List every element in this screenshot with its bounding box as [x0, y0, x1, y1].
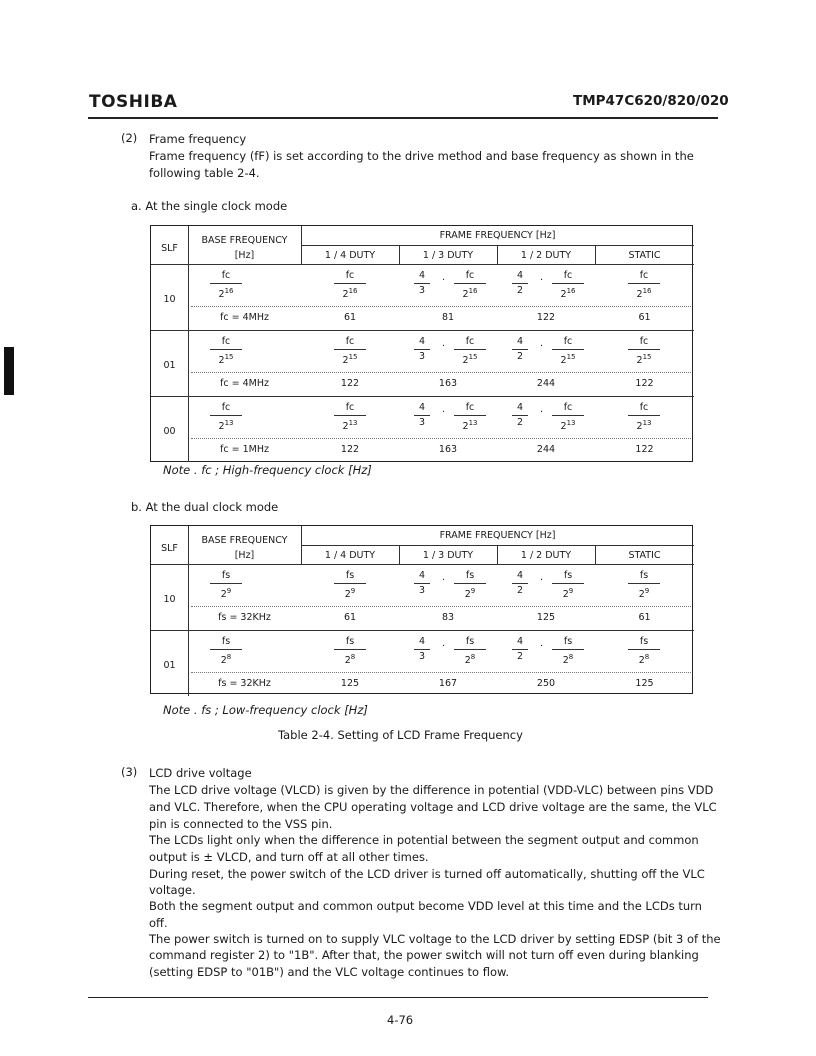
- denominator: $2^{15}$: [462, 353, 478, 367]
- multiply-dot: ·: [442, 407, 446, 418]
- exponent: 13: [348, 419, 358, 427]
- clock-condition: fc = 4MHz: [220, 378, 269, 389]
- numerator: fs: [639, 570, 649, 581]
- numerator: fc: [639, 336, 649, 347]
- numerator: 4: [418, 636, 426, 647]
- fraction-bar: [552, 649, 584, 650]
- dotted-divider: [191, 306, 691, 307]
- fraction: [440, 402, 500, 433]
- fraction: [320, 402, 380, 433]
- multiply-dot: ·: [442, 575, 446, 586]
- numerator: fc: [345, 402, 355, 413]
- fraction-bar: [454, 349, 486, 350]
- fraction: [320, 336, 380, 367]
- slf-value: 00: [163, 426, 176, 437]
- exponent: 15: [224, 353, 234, 361]
- numerator: fc: [639, 402, 649, 413]
- fraction: [440, 270, 500, 301]
- fraction: [408, 636, 436, 663]
- fraction: [538, 270, 598, 301]
- fraction-bar: [628, 415, 660, 416]
- duty-header: 1 / 4 DUTY: [324, 250, 376, 261]
- duty-header: 1 / 4 DUTY: [324, 550, 376, 561]
- fraction-bar: [512, 583, 528, 584]
- denominator: $2^9$: [562, 587, 574, 601]
- frequency-value: 122: [340, 444, 360, 455]
- denominator: $2^8$: [464, 653, 476, 667]
- denominator: $2^8$: [638, 653, 650, 667]
- fraction-bar: [210, 415, 242, 416]
- fraction-bar: [512, 349, 528, 350]
- denominator: 2: [516, 585, 524, 596]
- multiply-dot: ·: [442, 341, 446, 352]
- section-number: (3): [121, 765, 138, 779]
- numerator: 4: [516, 570, 524, 581]
- fraction: [196, 336, 256, 367]
- section-marker: [4, 347, 14, 395]
- fraction-bar: [628, 283, 660, 284]
- fraction: [320, 570, 380, 601]
- grid-line: [151, 564, 694, 565]
- fraction: [408, 336, 436, 363]
- multiply-dot: ·: [540, 275, 544, 286]
- fraction-bar: [628, 649, 660, 650]
- table-note: Note . fs ; Low-frequency clock [Hz]: [163, 703, 368, 717]
- table-heading: a. At the single clock mode: [131, 199, 288, 213]
- fraction-bar: [454, 583, 486, 584]
- multiply-dot: ·: [442, 641, 446, 652]
- header-rule: [88, 117, 718, 119]
- exponent: 8: [226, 653, 232, 661]
- fraction: [196, 636, 256, 667]
- fraction-bar: [210, 349, 242, 350]
- frequency-value: 163: [438, 444, 458, 455]
- multiply-dot: ·: [540, 341, 544, 352]
- page-number: 4-76: [387, 1013, 414, 1027]
- fraction-bar: [414, 583, 430, 584]
- fraction-bar: [210, 283, 242, 284]
- duty-header: 1 / 3 DUTY: [422, 550, 474, 561]
- denominator: $2^{15}$: [342, 353, 358, 367]
- fraction: [506, 570, 534, 597]
- numerator: 4: [418, 270, 426, 281]
- numerator: fc: [345, 336, 355, 347]
- denominator: $2^{15}$: [218, 353, 234, 367]
- grid-line: [497, 545, 498, 564]
- duty-header: 1 / 2 DUTY: [520, 250, 572, 261]
- body-text: pin is connected to the VSS pin.: [149, 817, 333, 831]
- denominator: $2^8$: [562, 653, 574, 667]
- fraction: [440, 336, 500, 367]
- fraction-bar: [512, 649, 528, 650]
- exponent: 8: [470, 653, 476, 661]
- frame-frequency-table-single: [150, 225, 693, 462]
- denominator: $2^{16}$: [560, 287, 576, 301]
- exponent: 8: [644, 653, 650, 661]
- grid-line: [188, 526, 189, 564]
- section-title: Frame frequency: [149, 132, 247, 146]
- denominator: $2^9$: [344, 587, 356, 601]
- numerator: 4: [516, 336, 524, 347]
- slf-value: 10: [163, 294, 176, 305]
- clock-condition: fs = 32KHz: [218, 612, 271, 623]
- body-text: Frame frequency (fF) is set according to the drive method and base frequency as shown in the: [149, 149, 694, 163]
- denominator: 2: [516, 351, 524, 362]
- exponent: 15: [468, 353, 478, 361]
- fraction-bar: [454, 283, 486, 284]
- frequency-value: 122: [635, 378, 654, 389]
- exponent: 16: [566, 287, 576, 295]
- fraction: [538, 402, 598, 433]
- fraction-bar: [454, 415, 486, 416]
- fraction-bar: [628, 349, 660, 350]
- frequency-value: 122: [635, 444, 654, 455]
- slf-header: SLF: [161, 543, 178, 554]
- denominator: $2^9$: [464, 587, 476, 601]
- section-title: LCD drive voltage: [149, 766, 252, 780]
- duty-header: STATIC: [628, 550, 661, 561]
- fraction: [538, 336, 598, 367]
- body-text: command register 2) to "1B". After that, the power switch will not turn off even during blanking: [149, 948, 699, 962]
- frequency-value: 122: [340, 378, 360, 389]
- fraction: [408, 402, 436, 429]
- fraction-bar: [552, 283, 584, 284]
- numerator: fc: [221, 336, 231, 347]
- denominator: $2^{15}$: [636, 353, 652, 367]
- fraction-bar: [334, 649, 366, 650]
- frame-frequency-header: FRAME FREQUENCY [Hz]: [439, 230, 556, 241]
- brand-logo: TOSHIBA: [89, 92, 178, 112]
- numerator: 4: [516, 636, 524, 647]
- frequency-value: 163: [438, 378, 458, 389]
- denominator: $2^{13}$: [462, 419, 478, 433]
- base-frequency-header: BASE FREQUENCY: [201, 535, 288, 546]
- grid-line: [595, 245, 596, 264]
- body-text: off.: [149, 916, 168, 930]
- numerator: fc: [465, 402, 475, 413]
- dotted-divider: [191, 606, 691, 607]
- frequency-value: 61: [638, 612, 651, 623]
- fraction-bar: [414, 649, 430, 650]
- exponent: 9: [350, 587, 356, 595]
- clock-condition: fs = 32KHz: [218, 678, 271, 689]
- fraction-bar: [210, 649, 242, 650]
- denominator: $2^{13}$: [636, 419, 652, 433]
- numerator: fc: [465, 336, 475, 347]
- numerator: fs: [345, 636, 355, 647]
- frequency-value: 83: [441, 612, 455, 623]
- table-heading: b. At the dual clock mode: [131, 500, 279, 514]
- fraction-bar: [512, 415, 528, 416]
- grid-line: [151, 264, 694, 265]
- frequency-value: 81: [441, 312, 455, 323]
- frame-frequency-table-dual: [150, 525, 693, 694]
- body-text: Both the segment output and common output become VDD level at this time and the LCDs turn: [149, 899, 702, 913]
- denominator: $2^8$: [344, 653, 356, 667]
- fraction: [614, 570, 674, 601]
- model-number: TMP47C620/820/020: [573, 93, 729, 109]
- dotted-divider: [191, 438, 691, 439]
- numerator: fc: [465, 270, 475, 281]
- fraction: [614, 636, 674, 667]
- fraction: [408, 270, 436, 297]
- fraction-bar: [628, 583, 660, 584]
- numerator: fs: [221, 570, 231, 581]
- fraction-bar: [512, 283, 528, 284]
- frequency-value: 125: [340, 678, 360, 689]
- exponent: 9: [644, 587, 650, 595]
- exponent: 9: [226, 587, 232, 595]
- fraction: [506, 270, 534, 297]
- denominator: $2^{13}$: [218, 419, 234, 433]
- clock-condition: fc = 4MHz: [220, 312, 269, 323]
- fraction-bar: [334, 283, 366, 284]
- duty-header: 1 / 2 DUTY: [520, 550, 572, 561]
- numerator: fc: [639, 270, 649, 281]
- denominator: 2: [516, 285, 524, 296]
- frequency-value: 244: [536, 444, 556, 455]
- numerator: 4: [516, 270, 524, 281]
- slf-header: SLF: [161, 243, 178, 254]
- exponent: 15: [348, 353, 358, 361]
- exponent: 13: [468, 419, 478, 427]
- exponent: 13: [642, 419, 652, 427]
- dotted-divider: [191, 672, 691, 673]
- fraction: [196, 402, 256, 433]
- duty-header: 1 / 3 DUTY: [422, 250, 474, 261]
- numerator: fc: [345, 270, 355, 281]
- fraction: [538, 636, 598, 667]
- numerator: fs: [563, 636, 573, 647]
- multiply-dot: ·: [442, 275, 446, 286]
- fraction: [614, 270, 674, 301]
- exponent: 13: [224, 419, 234, 427]
- denominator: 3: [418, 417, 426, 428]
- grid-line: [497, 245, 498, 264]
- exponent: 13: [566, 419, 576, 427]
- numerator: 4: [418, 402, 426, 413]
- exponent: 16: [468, 287, 478, 295]
- numerator: 4: [418, 336, 426, 347]
- fraction: [408, 570, 436, 597]
- body-text: output is ± VLCD, and turn off at all other times.: [149, 850, 429, 864]
- numerator: fs: [639, 636, 649, 647]
- fraction-bar: [334, 415, 366, 416]
- fraction: [196, 570, 256, 601]
- frequency-value: 125: [536, 612, 556, 623]
- exponent: 15: [566, 353, 576, 361]
- frequency-value: 61: [638, 312, 651, 323]
- denominator: 3: [418, 285, 426, 296]
- frequency-value: 125: [635, 678, 654, 689]
- denominator: 3: [418, 585, 426, 596]
- denominator: $2^9$: [220, 587, 232, 601]
- body-text: following table 2-4.: [149, 166, 260, 180]
- denominator: $2^9$: [638, 587, 650, 601]
- exponent: 9: [470, 587, 476, 595]
- base-frequency-unit: [Hz]: [234, 250, 255, 261]
- multiply-dot: ·: [540, 407, 544, 418]
- numerator: fs: [221, 636, 231, 647]
- exponent: 16: [642, 287, 652, 295]
- body-text: The LCD drive voltage (VLCD) is given by the difference in potential (VDD-VLC) between pins VDD: [149, 783, 714, 797]
- denominator: 3: [418, 351, 426, 362]
- slf-value: 10: [163, 594, 176, 605]
- body-text: The power switch is turned on to supply VLC voltage to the LCD driver by setting EDSP (bit 3 of the: [149, 932, 721, 946]
- numerator: fs: [465, 570, 475, 581]
- body-text: and VLC. Therefore, when the CPU operating voltage and LCD drive voltage are the same, the VLC: [149, 800, 717, 814]
- exponent: 16: [348, 287, 358, 295]
- multiply-dot: ·: [540, 641, 544, 652]
- row-divider: [151, 396, 694, 397]
- fraction-bar: [552, 349, 584, 350]
- exponent: 16: [224, 287, 234, 295]
- denominator: $2^{16}$: [218, 287, 234, 301]
- denominator: $2^8$: [220, 653, 232, 667]
- fraction: [440, 636, 500, 667]
- body-text: The LCDs light only when the difference in potential between the segment output and common: [149, 833, 699, 847]
- exponent: 8: [350, 653, 356, 661]
- numerator: fs: [465, 636, 475, 647]
- numerator: fc: [221, 270, 231, 281]
- base-frequency-unit: [Hz]: [234, 550, 255, 561]
- denominator: 3: [418, 651, 426, 662]
- exponent: 8: [568, 653, 574, 661]
- fraction: [440, 570, 500, 601]
- table-note: Note . fc ; High-frequency clock [Hz]: [163, 463, 372, 477]
- fraction: [614, 402, 674, 433]
- exponent: 9: [568, 587, 574, 595]
- footer-rule: [88, 997, 708, 998]
- dotted-divider: [191, 372, 691, 373]
- fraction-bar: [552, 583, 584, 584]
- fraction: [538, 570, 598, 601]
- body-text: voltage.: [149, 883, 196, 897]
- fraction: [320, 270, 380, 301]
- frequency-value: 61: [343, 612, 357, 623]
- denominator: $2^{16}$: [462, 287, 478, 301]
- denominator: $2^{13}$: [342, 419, 358, 433]
- fraction: [320, 636, 380, 667]
- denominator: $2^{15}$: [560, 353, 576, 367]
- frequency-value: 61: [343, 312, 357, 323]
- fraction-bar: [454, 649, 486, 650]
- frequency-value: 167: [438, 678, 458, 689]
- row-divider: [151, 330, 694, 331]
- numerator: fs: [345, 570, 355, 581]
- base-frequency-header: BASE FREQUENCY: [201, 235, 288, 246]
- frame-frequency-header: FRAME FREQUENCY [Hz]: [439, 530, 556, 541]
- numerator: fc: [563, 270, 573, 281]
- frequency-value: 250: [536, 678, 556, 689]
- fraction-bar: [334, 349, 366, 350]
- fraction-bar: [552, 415, 584, 416]
- frequency-value: 244: [536, 378, 556, 389]
- fraction-bar: [210, 583, 242, 584]
- numerator: fs: [563, 570, 573, 581]
- fraction-bar: [414, 349, 430, 350]
- numerator: 4: [516, 402, 524, 413]
- denominator: 2: [516, 417, 524, 428]
- slf-value: 01: [163, 660, 176, 671]
- numerator: fc: [563, 402, 573, 413]
- numerator: 4: [418, 570, 426, 581]
- numerator: fc: [563, 336, 573, 347]
- fraction: [196, 270, 256, 301]
- exponent: 15: [642, 353, 652, 361]
- frequency-value: 122: [536, 312, 556, 323]
- grid-line: [399, 545, 400, 564]
- fraction: [506, 402, 534, 429]
- denominator: 2: [516, 651, 524, 662]
- denominator: $2^{16}$: [342, 287, 358, 301]
- fraction: [506, 336, 534, 363]
- fraction-bar: [334, 583, 366, 584]
- table-caption: Table 2-4. Setting of LCD Frame Frequency: [278, 728, 523, 742]
- fraction: [614, 336, 674, 367]
- grid-line: [399, 245, 400, 264]
- row-divider: [151, 630, 694, 631]
- clock-condition: fc = 1MHz: [220, 444, 269, 455]
- multiply-dot: ·: [540, 575, 544, 586]
- denominator: $2^{13}$: [560, 419, 576, 433]
- denominator: $2^{16}$: [636, 287, 652, 301]
- body-text: (setting EDSP to "01B") and the VLC voltage continues to flow.: [149, 965, 510, 979]
- section-number: (2): [121, 131, 138, 145]
- numerator: fc: [221, 402, 231, 413]
- body-text: During reset, the power switch of the LCD driver is turned off automatically, shutting off the VLC: [149, 867, 705, 881]
- fraction-bar: [414, 415, 430, 416]
- grid-line: [595, 545, 596, 564]
- slf-value: 01: [163, 360, 176, 371]
- fraction: [506, 636, 534, 663]
- duty-header: STATIC: [628, 250, 661, 261]
- grid-line: [188, 226, 189, 264]
- fraction-bar: [414, 283, 430, 284]
